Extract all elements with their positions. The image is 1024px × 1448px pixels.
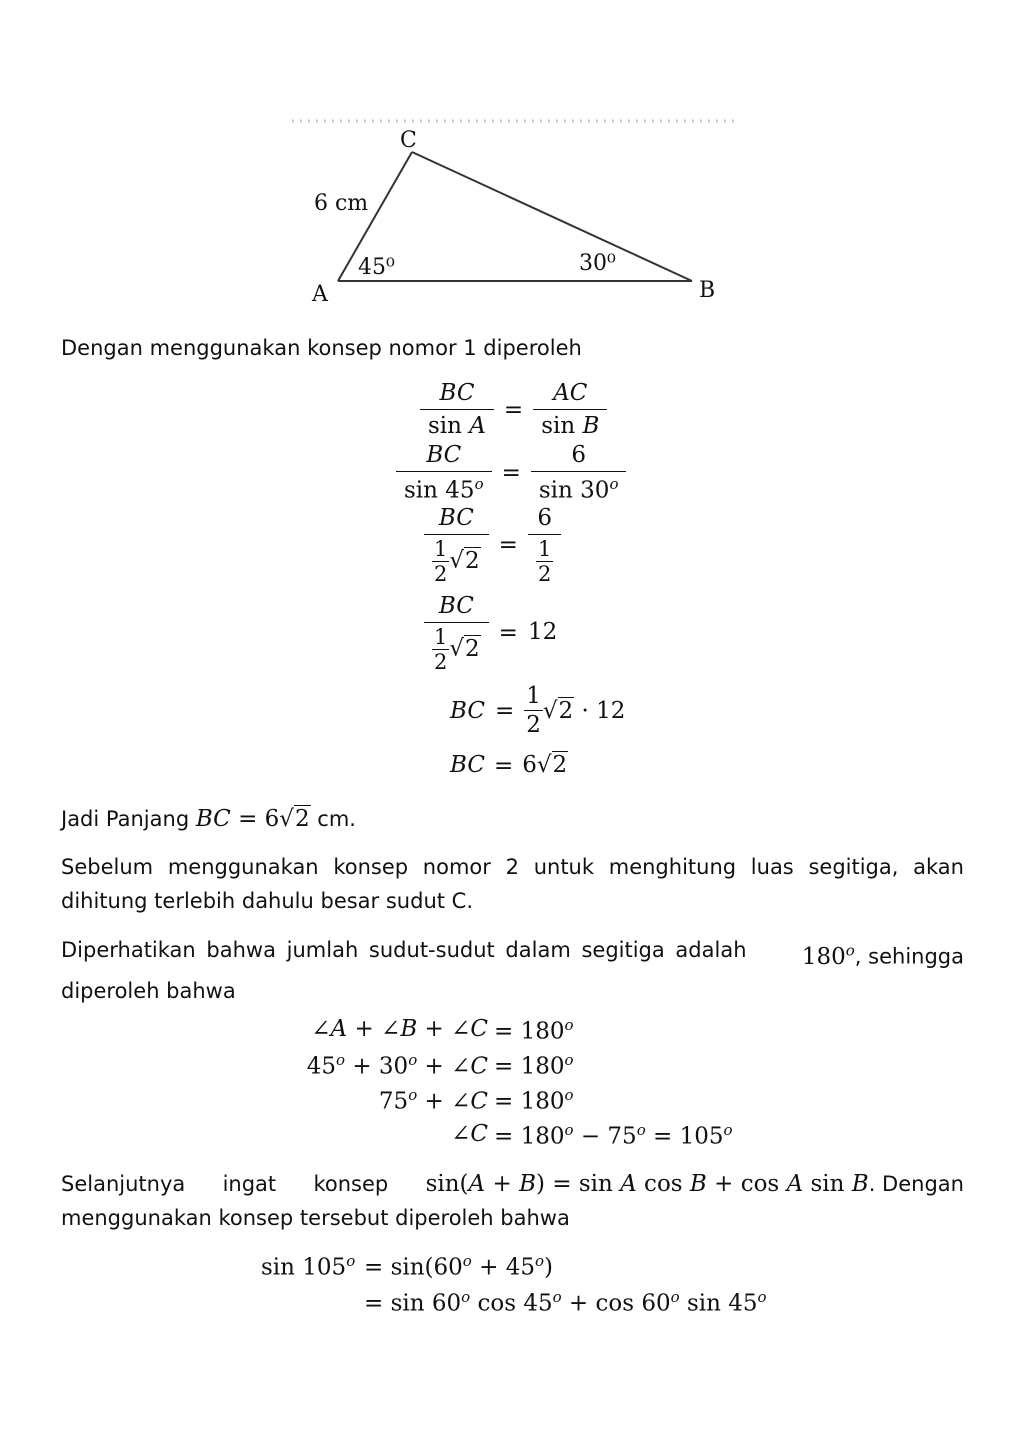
equation-half-values: BC $\frac{1}{2}$ √2 = $\frac{6}{\frac{1}{2}}$: [424, 505, 561, 585]
conclusion-prefix: Jadi Panjang: [61, 807, 190, 831]
vertex-label-b: B: [699, 278, 716, 303]
angle-sum-text-start: Diperhatikan bahwa jumlah sudut-sudut dalam segitiga adalah: [61, 938, 747, 962]
equation-substitute: $\frac{BC}{\sin 45^o}$ = $\frac{6}{\sin 30^o}$: [396, 442, 626, 504]
conclusion-line: Jadi Panjang BC = 6√2 cm.: [61, 806, 356, 832]
side-ac-length-label: 6 cm: [314, 191, 369, 216]
triangle-figure: [0, 0, 1024, 320]
vertex-label-c: C: [400, 128, 417, 153]
equation-bc-result: BC = 6√2: [450, 752, 568, 779]
paragraph-angle-sum: Diperhatikan bahwa jumlah sudut-sudut dalam segitiga adalah 180$^o$, sehingga diperoleh bahwa: [61, 933, 964, 1008]
vertex-label-a: A: [312, 282, 328, 307]
intro-text: Dengan menggunakan konsep nomor 1 diperoleh: [61, 336, 582, 360]
equation-bc-product: BC = $\frac{1}{2}$ √ 2 · 12: [450, 683, 626, 738]
angle-a-label: 45⁰: [358, 255, 395, 280]
paragraph-sum-formula: Selanjutnya ingat konsep sin(A + B) = sin A cos B + cos A sin B. Dengan menggunakan konsep tersebut diperoleh bahwa: [61, 1171, 964, 1230]
equation-sine-law: $\frac{BC}{\text{sin A}}$ = $\frac{AC}{\text{sin B}}$: [420, 380, 607, 439]
angle-b-label: 30⁰: [579, 251, 616, 276]
paragraph-before-area: Sebelum menggunakan konsep nomor 2 untuk menghitung luas segitiga, akan dihitung terlebih dahulu besar sudut C.: [61, 855, 964, 913]
side-cb: [412, 152, 692, 281]
conclusion-suffix: cm.: [317, 807, 356, 831]
equation-equals-12: BC $\frac{1}{2}$ √2 = 12: [424, 593, 557, 673]
